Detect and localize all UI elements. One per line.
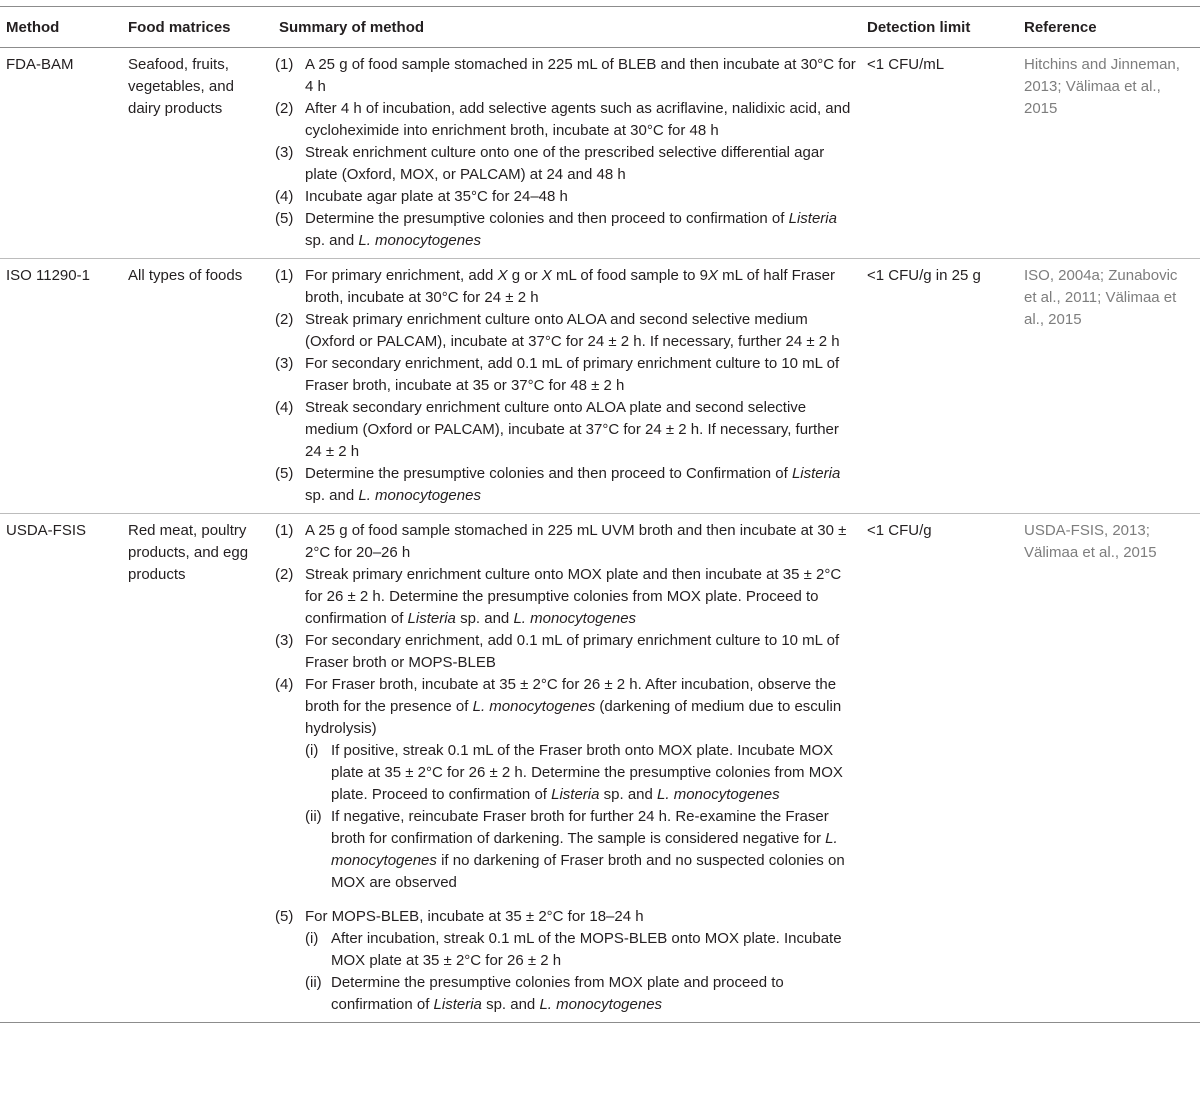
step-item	[275, 98, 857, 142]
food-matrices-cell: All types of foods	[128, 267, 243, 284]
step-item	[275, 674, 857, 894]
substep-item	[305, 972, 857, 1016]
step-text: For secondary enrichment, add 0.1 mL of primary enrichment culture to 10 mL of Fraser broth or MOPS-BLEB	[305, 632, 840, 671]
step-text: (darkening of medium due to esculin hydrolysis)	[305, 698, 842, 737]
italic-species: L. monocytogenes	[539, 996, 663, 1013]
food-matrices-cell: Red meat, poultry products, and egg products	[128, 522, 249, 583]
detection-limit-cell: <1 CFU/mL	[867, 56, 945, 73]
substep-number: (i)	[305, 930, 319, 947]
italic-variable: X	[541, 267, 552, 284]
substep-number: (ii)	[305, 974, 322, 991]
italic-species: L. monocytogenes	[657, 786, 780, 803]
substep-text: If positive, streak 0.1 mL of the Fraser broth onto MOX plate. Incubate MOX plate at 35 ± 2°C for 26 ± 2 h. Determine the presumptive colonies from MOX plate. Proceed to confirmation of	[331, 742, 843, 803]
step-number: (3)	[275, 632, 294, 649]
step-number: (1)	[275, 56, 294, 73]
method-cell: FDA-BAM	[6, 56, 74, 73]
header-reference: Reference	[1024, 19, 1097, 36]
step-text: mL of half Fraser broth, incubate at 30°C for 24 ± 2 h	[305, 267, 835, 306]
step-text: sp. and	[305, 487, 359, 504]
step-text: After 4 h of incubation, add selective agents such as acriflavine, nalidixic acid, and cycloheximide into enrichment broth, incubate at 30°C for 48 h	[305, 100, 851, 139]
step-text: Streak primary enrichment culture onto ALOA and second selective medium (Oxford or PALCAM), incubate at 37°C for 24 ± 2 h. If necessary, further 24 ± 2 h	[305, 311, 840, 350]
step-item	[275, 520, 857, 564]
table-header	[0, 7, 1200, 48]
step-number: (3)	[275, 355, 294, 372]
header-method: Method	[6, 19, 60, 36]
header-detection-limit: Detection limit	[867, 19, 971, 36]
step-item	[275, 186, 857, 208]
step-item	[275, 309, 857, 353]
step-item	[275, 906, 857, 1016]
substep-text: sp. and	[599, 786, 658, 803]
step-text: mL of food sample to 9	[551, 267, 708, 284]
substep-text: Determine the presumptive colonies from MOX plate and proceed to confirmation of	[331, 974, 784, 1013]
italic-genus: Listeria	[788, 210, 837, 227]
substep-number: (ii)	[305, 808, 322, 825]
detection-limit-cell: <1 CFU/g	[867, 522, 932, 539]
methods-table	[0, 6, 1200, 1023]
step-text: A 25 g of food sample stomached in 225 mL UVM broth and then incubate at 30 ± 2°C for 20–26 h	[305, 522, 847, 561]
step-list	[275, 54, 857, 252]
italic-genus: Listeria	[551, 786, 600, 803]
step-text: g or	[507, 267, 542, 284]
header-summary: Summary of method	[279, 19, 425, 36]
substep-list	[305, 740, 857, 894]
method-cell: ISO 11290-1	[6, 267, 90, 284]
step-text: Streak primary enrichment culture onto MOX plate and then incubate at 35 ± 2°C for 26 ± 2 h. Determine the presumptive colonies from MOX plate. Proceed to confirmation of	[305, 566, 842, 627]
substep-text: sp. and	[481, 996, 540, 1013]
step-number: (3)	[275, 144, 294, 161]
substep-text: If negative, reincubate Fraser broth for further 24 h. Re-examine the Fraser broth for confirmation of darkening. The sample is considered negative for	[331, 808, 829, 847]
italic-species: L. monocytogenes	[358, 487, 481, 504]
step-text: For primary enrichment, add	[305, 267, 498, 284]
step-item	[275, 54, 857, 98]
substep-text: if no darkening of Fraser broth and no suspected colonies on MOX are observed	[331, 852, 845, 891]
summary-cell	[267, 259, 861, 514]
reference-cell: ISO, 2004a; Zunabovic et al., 2011; Välimaa et al., 2015	[1024, 267, 1178, 328]
reference-cell: Hitchins and Jinneman, 2013; Välimaa et al., 2015	[1024, 56, 1180, 117]
step-number: (1)	[275, 522, 294, 539]
substep-item	[305, 928, 857, 972]
step-number: (4)	[275, 188, 294, 205]
italic-species: L. monocytogenes	[513, 610, 637, 627]
food-matrices-cell: Seafood, fruits, vegetables, and dairy products	[128, 56, 234, 117]
italic-genus: Listeria	[407, 610, 456, 627]
step-list	[275, 265, 857, 507]
table-row	[0, 48, 1200, 259]
step-item	[275, 353, 857, 397]
step-item	[275, 208, 857, 252]
step-text: sp. and	[455, 610, 514, 627]
step-number: (4)	[275, 399, 294, 416]
step-text: For secondary enrichment, add 0.1 mL of primary enrichment culture to 10 mL of Fraser broth, incubate at 35 or 37°C for 48 ± 2 h	[305, 355, 840, 394]
step-text: Determine the presumptive colonies and then proceed to Confirmation of	[305, 465, 792, 482]
step-number: (5)	[275, 908, 294, 925]
italic-genus: Listeria	[791, 465, 841, 482]
step-text: Incubate agar plate at 35°C for 24–48 h	[305, 188, 568, 205]
table-row	[0, 259, 1200, 514]
step-number: (4)	[275, 676, 294, 693]
step-list	[275, 520, 857, 1016]
step-number: (1)	[275, 267, 294, 284]
step-text: A 25 g of food sample stomached in 225 mL of BLEB and then incubate at 30°C for 4 h	[305, 56, 856, 95]
step-item	[275, 463, 857, 507]
italic-genus: Listeria	[433, 996, 482, 1013]
italic-variable: X	[708, 267, 719, 284]
step-number: (2)	[275, 100, 294, 117]
step-item	[275, 630, 857, 674]
summary-cell	[267, 48, 861, 259]
italic-species: L. monocytogenes	[331, 830, 838, 869]
italic-species: L. monocytogenes	[358, 232, 481, 249]
step-number: (2)	[275, 566, 294, 583]
substep-text: After incubation, streak 0.1 mL of the MOPS-BLEB onto MOX plate. Incubate MOX plate at 35 ± 2°C for 26 ± 2 h	[331, 930, 842, 969]
step-text: sp. and	[305, 232, 359, 249]
header-food-matrices: Food matrices	[128, 19, 231, 36]
step-item	[275, 142, 857, 186]
step-number: (5)	[275, 465, 294, 482]
step-text: For MOPS-BLEB, incubate at 35 ± 2°C for 18–24 h	[305, 908, 644, 925]
step-item	[275, 564, 857, 630]
step-text: Determine the presumptive colonies and then proceed to confirmation of	[305, 210, 789, 227]
step-text: Streak enrichment culture onto one of the prescribed selective differential agar plate (Oxford, MOX, or PALCAM) at 24 and 48 h	[305, 144, 825, 183]
substep-item	[305, 740, 857, 806]
step-item	[275, 397, 857, 463]
method-cell: USDA-FSIS	[6, 522, 87, 539]
italic-variable: X	[497, 267, 508, 284]
step-number: (5)	[275, 210, 294, 227]
reference-cell: USDA-FSIS, 2013; Välimaa et al., 2015	[1024, 522, 1157, 561]
substep-list	[305, 928, 857, 1016]
step-text: Streak secondary enrichment culture onto ALOA plate and second selective medium (Oxford or PALCAM), incubate at 37°C for 24 ± 2 h. If necessary, further 24 ± 2 h	[305, 399, 839, 460]
summary-cell	[267, 514, 861, 1023]
table-row	[0, 514, 1200, 1023]
step-text: For Fraser broth, incubate at 35 ± 2°C for 26 ± 2 h. After incubation, observe the broth for the presence of	[305, 676, 837, 715]
substep-number: (i)	[305, 742, 319, 759]
detection-limit-cell: <1 CFU/g in 25 g	[867, 267, 981, 284]
italic-species: L. monocytogenes	[472, 698, 596, 715]
step-number: (2)	[275, 311, 294, 328]
step-item	[275, 265, 857, 309]
substep-item	[305, 806, 857, 894]
